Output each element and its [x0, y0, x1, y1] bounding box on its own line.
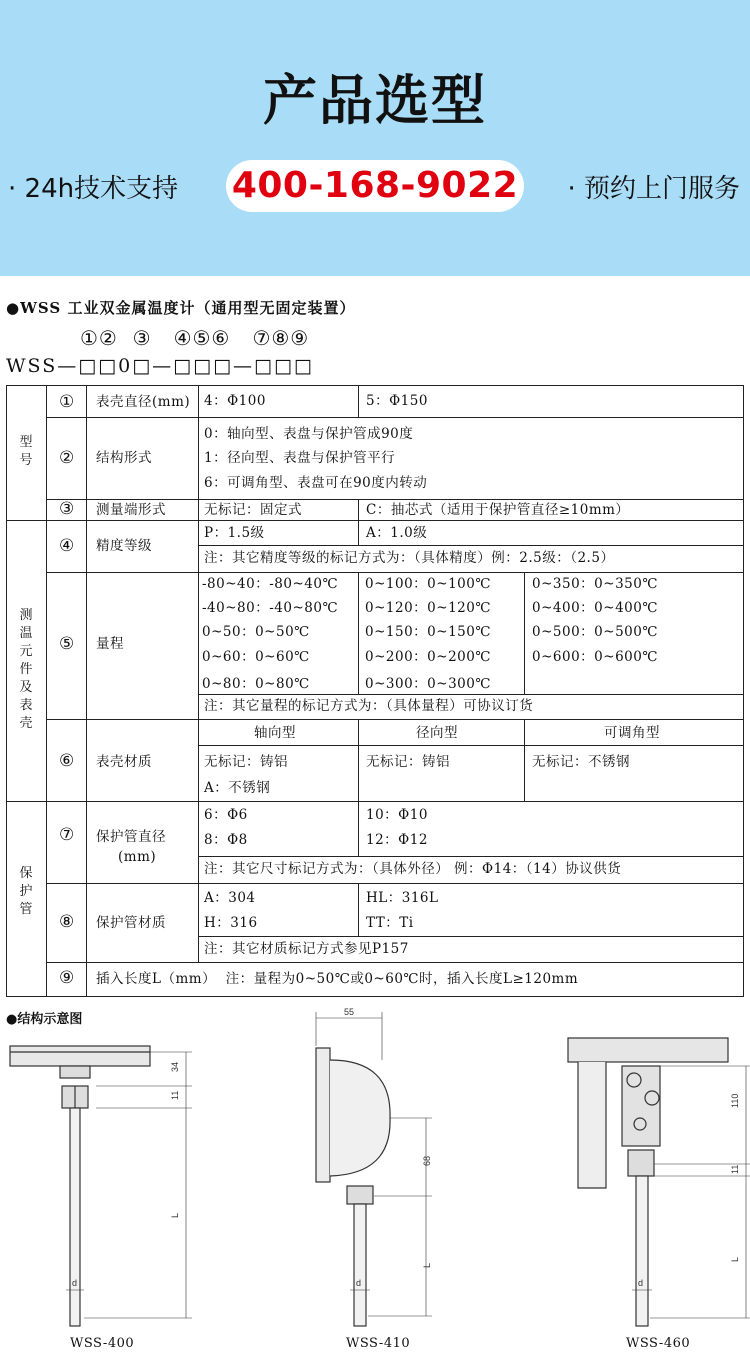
option-cell: 6：Φ6	[204, 807, 248, 823]
option-cell: 无标记：铸铝	[366, 754, 450, 770]
range-option: 0~100：0~100℃	[365, 576, 491, 592]
row-name-tube-diameter: 保护管直径	[96, 829, 166, 845]
group-label-element: 测温元件及表壳	[19, 608, 33, 731]
model-position-numbers: ①② ③ ④⑤⑥ ⑦⑧⑨	[80, 326, 310, 350]
dim-label: d	[638, 1278, 644, 1288]
option-cell: 4：Φ100	[204, 393, 266, 409]
dim-label: 55	[344, 1007, 355, 1017]
wss-410-drawing	[316, 1012, 432, 1326]
dim-label: L	[170, 1212, 180, 1218]
row-name-accuracy: 精度等级	[96, 538, 152, 554]
range-option: 0~350：0~350℃	[532, 576, 658, 592]
option-cell: HL：316L	[366, 890, 439, 906]
row-name-tube-material: 保护管材质	[96, 915, 166, 931]
support-feature: · 24h技术支持	[8, 174, 179, 204]
diagram-label-wss-460: WSS-460	[626, 1336, 691, 1351]
header-banner	[0, 0, 750, 276]
service-feature: · 预约上门服务	[567, 174, 740, 204]
option-cell: 12：Φ12	[366, 832, 428, 848]
dim-label: 11	[730, 1164, 740, 1174]
phone-number-badge[interactable]: 400-168-9022	[226, 160, 524, 212]
diagram-title: ●结构示意图	[6, 1012, 83, 1027]
column-header: 轴向型	[254, 725, 296, 741]
page-title: 产品选型	[263, 69, 487, 132]
dim-label: L	[730, 1256, 740, 1262]
row-number: ⑨	[59, 968, 75, 988]
selection-table	[6, 385, 744, 997]
option-cell: 8：Φ8	[204, 832, 248, 848]
dim-label: 11	[170, 1090, 180, 1100]
row-name-range: 量程	[96, 636, 124, 652]
note-cell: 注：其它量程的标记方式为：（具体量程）可协议订货	[204, 698, 534, 714]
option-cell: 5：Φ150	[366, 393, 428, 409]
range-option: 0~120：0~120℃	[365, 600, 491, 616]
range-option: -40~80：-40~80℃	[202, 600, 339, 616]
option-cell: 无标记：铸铝	[204, 754, 288, 770]
row-number: ⑧	[59, 912, 75, 932]
option-cell: TT：Ti	[366, 915, 414, 931]
note-cell: 注：其它尺寸标记方式为：（具体外径） 例：Φ14：（14）协议供货	[204, 861, 622, 877]
dim-label: 34	[170, 1061, 180, 1072]
range-option: 0~80：0~80℃	[202, 676, 310, 692]
option-cell: 1：径向型、表盘与保护管平行	[204, 450, 396, 466]
option-cell: 无标记：固定式	[204, 502, 302, 518]
range-option: -80~40：-80~40℃	[202, 576, 339, 592]
row-number: ②	[59, 448, 75, 468]
dim-label: 110	[730, 1093, 740, 1108]
model-code-template: WSS—□□0□—□□□—□□□	[6, 355, 314, 377]
row-name-case-material: 表壳材质	[96, 754, 152, 770]
option-cell: 10：Φ10	[366, 807, 428, 823]
diagram-label-wss-410: WSS-410	[346, 1336, 411, 1351]
row-number: ⑦	[59, 825, 75, 845]
structure-diagram	[0, 1000, 750, 1340]
option-cell: C：抽芯式（适用于保护管直径≥10mm）	[366, 502, 630, 518]
dim-label: d	[356, 1278, 362, 1288]
option-cell: 无标记：不锈钢	[532, 754, 630, 770]
row-number: ⑥	[59, 751, 75, 771]
note-cell: 注：其它精度等级的标记方式为：（具体精度）例：2.5级：（2.5）	[204, 550, 615, 566]
wss-460-drawing	[568, 1038, 750, 1326]
column-header: 径向型	[416, 725, 458, 741]
dim-label: L	[422, 1262, 432, 1268]
group-label-tube: 保护管	[19, 866, 33, 917]
section-title: ●WSS 工业双金属温度计（通用型无固定装置）	[6, 299, 356, 317]
wss-400-drawing	[10, 1046, 192, 1326]
option-cell: A：1.0级	[366, 525, 428, 541]
row-name-case-diameter: 表壳直径(mm)	[96, 394, 191, 410]
column-header: 可调角型	[604, 725, 660, 741]
range-option: 0~60：0~60℃	[202, 649, 310, 665]
range-option: 0~150：0~150℃	[365, 624, 491, 640]
row-name-measure-end: 测量端形式	[96, 502, 166, 518]
option-cell: A：304	[204, 890, 256, 906]
row-number: ④	[59, 536, 75, 556]
range-option: 0~400：0~400℃	[532, 600, 658, 616]
group-label-model: 型号	[19, 435, 33, 468]
row-number: ③	[59, 499, 75, 519]
note-cell: 注：其它材质标记方式参见P157	[204, 941, 409, 957]
row-insertion-length: 插入长度L（mm） 注：量程为0~50℃或0~60℃时，插入长度L≥120mm	[96, 971, 579, 987]
row-name-unit: (mm)	[118, 849, 157, 865]
option-cell: 6：可调角型、表盘可在90度内转动	[204, 475, 428, 491]
range-option: 0~50：0~50℃	[202, 624, 310, 640]
range-option: 0~600：0~600℃	[532, 649, 658, 665]
option-cell: 0：轴向型、表盘与保护管成90度	[204, 426, 414, 442]
range-option: 0~500：0~500℃	[532, 624, 658, 640]
option-cell: P：1.5级	[204, 525, 265, 541]
row-number: ⑤	[59, 634, 75, 654]
option-cell: A：不锈钢	[204, 780, 271, 796]
row-name-structure: 结构形式	[96, 450, 152, 466]
range-option: 0~300：0~300℃	[365, 676, 491, 692]
range-option: 0~200：0~200℃	[365, 649, 491, 665]
dim-label: 68	[422, 1155, 432, 1166]
dim-label: d	[72, 1278, 78, 1288]
row-number: ①	[59, 392, 75, 412]
option-cell: H：316	[204, 915, 258, 931]
diagram-label-wss-400: WSS-400	[70, 1336, 135, 1351]
